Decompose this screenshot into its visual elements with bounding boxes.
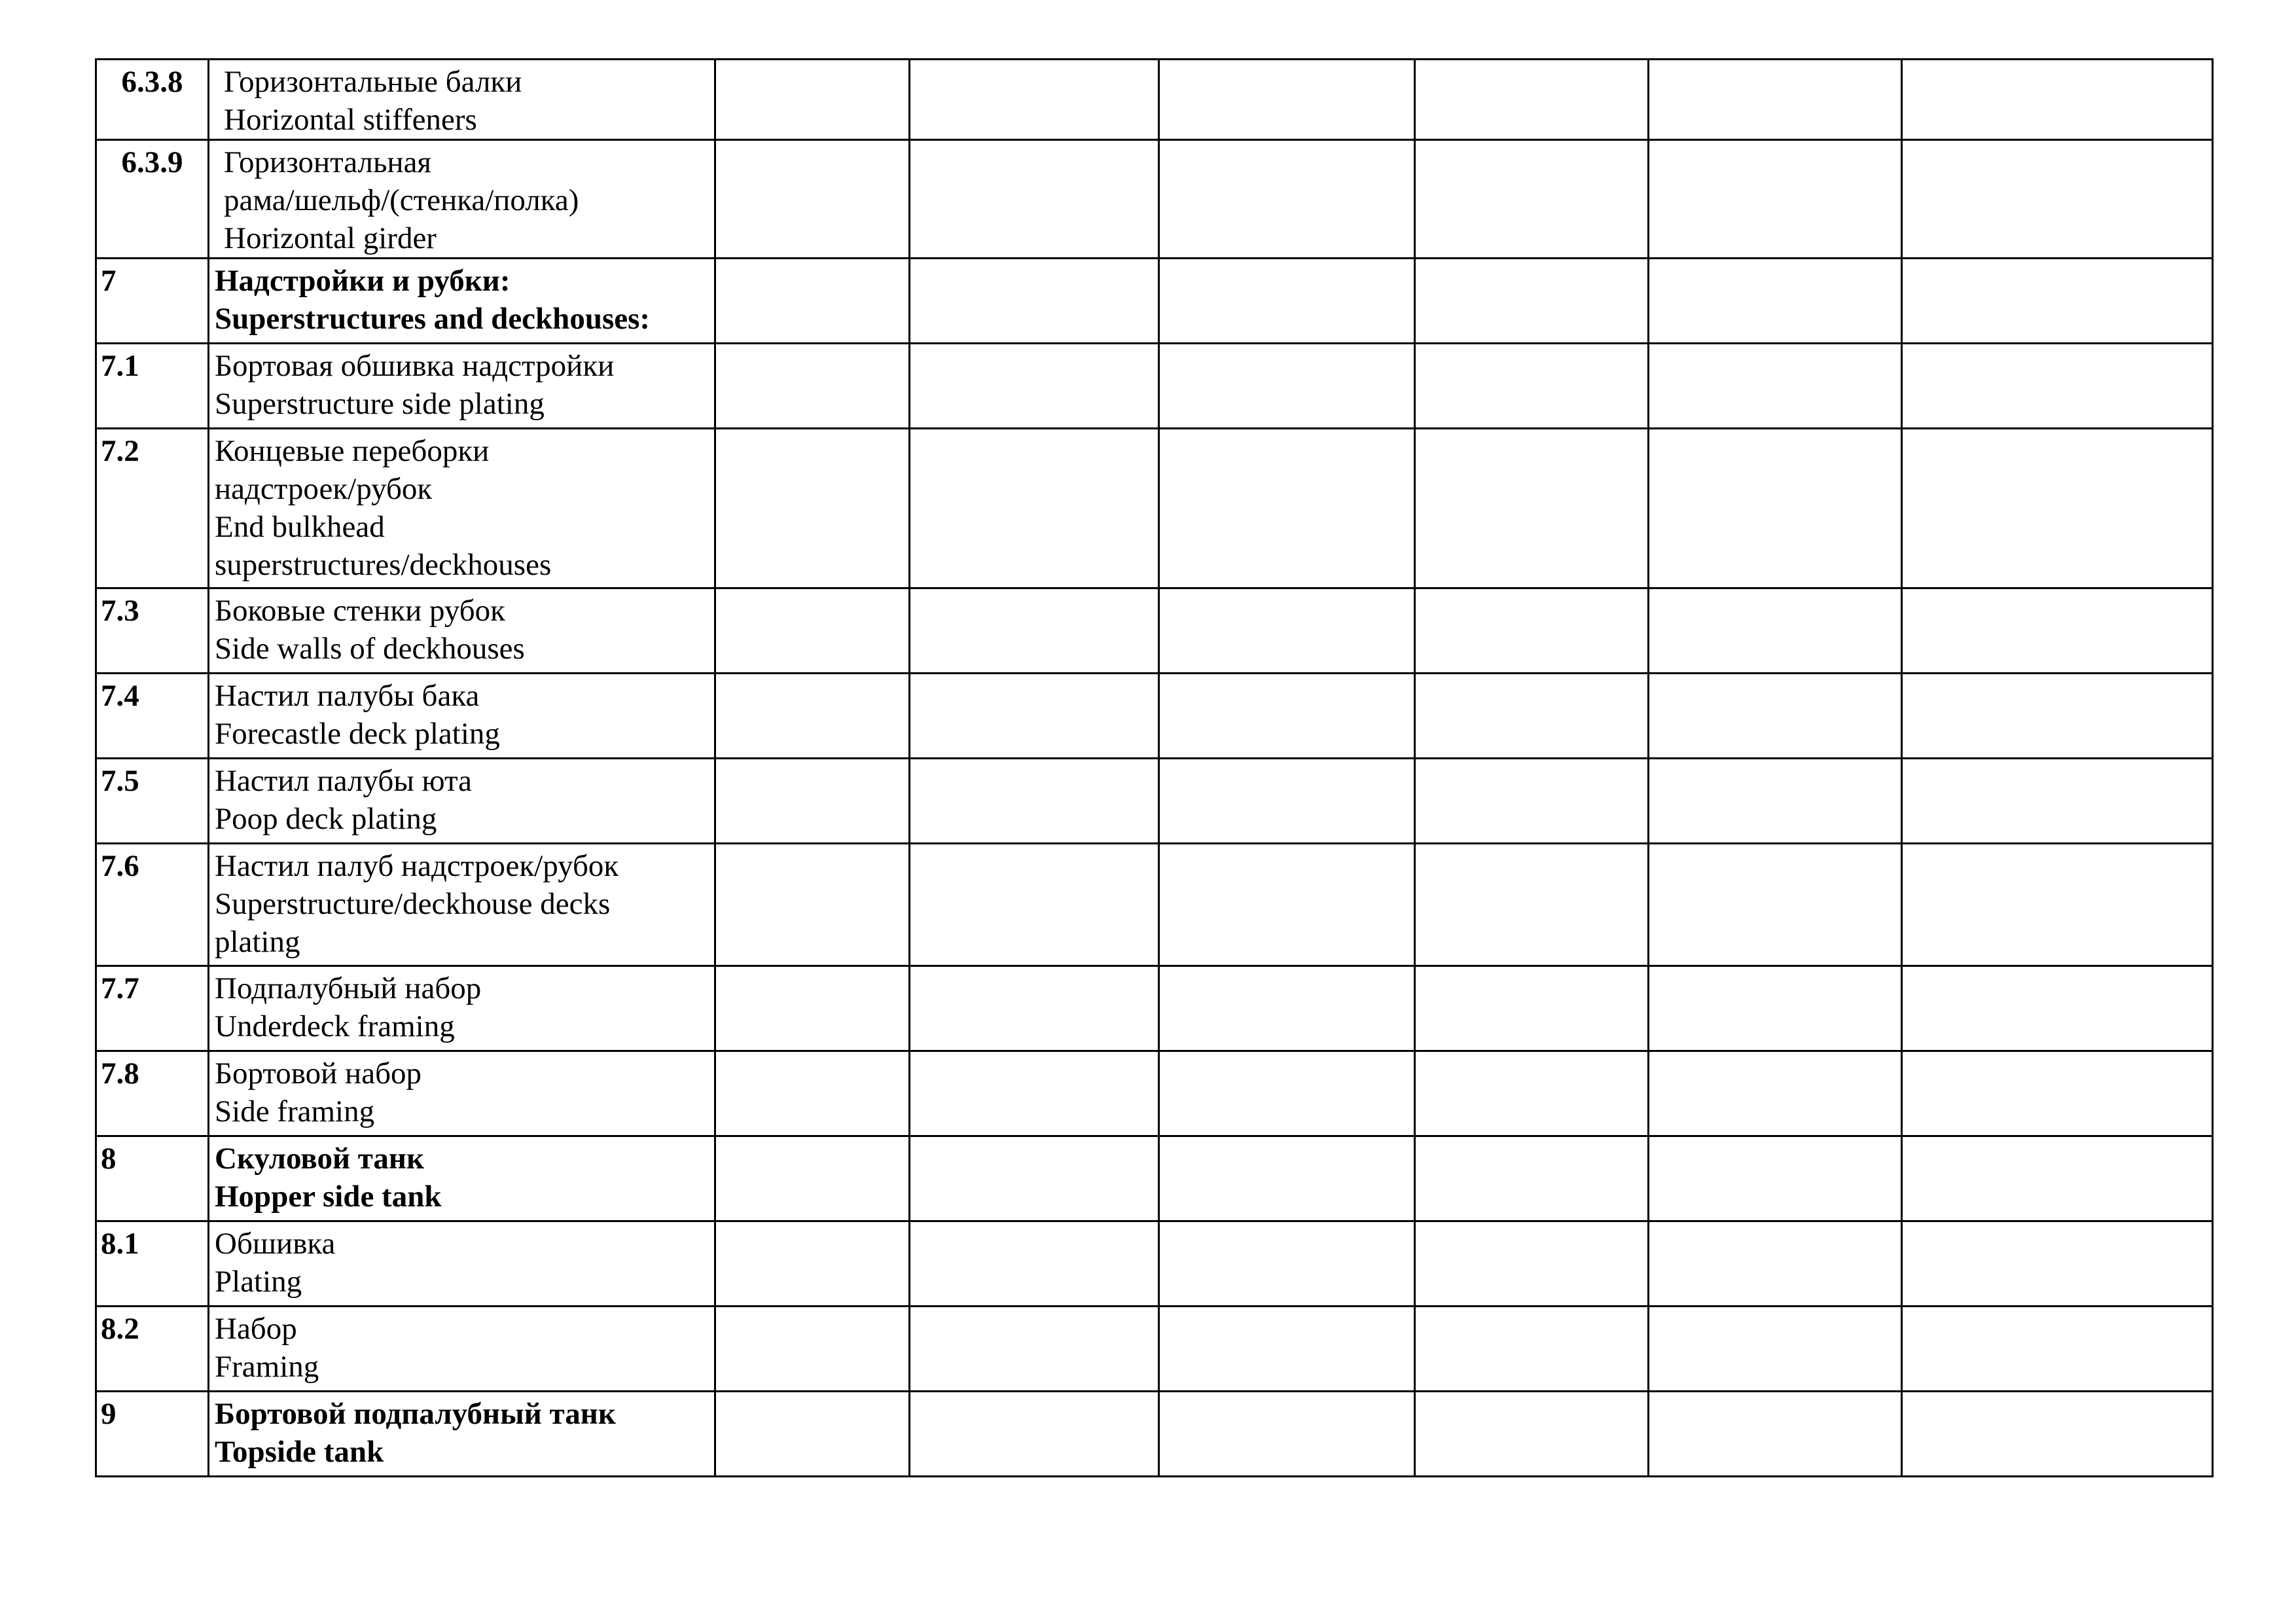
empty-cell xyxy=(910,1136,1159,1221)
empty-cell xyxy=(1159,429,1415,588)
empty-cell xyxy=(910,588,1159,674)
empty-cell xyxy=(715,1051,910,1136)
empty-cell xyxy=(1159,259,1415,344)
description-line: plating xyxy=(215,925,300,959)
table-row xyxy=(96,140,2213,259)
table-row xyxy=(96,1392,2213,1477)
empty-cell xyxy=(715,1136,910,1221)
empty-cell xyxy=(1649,1136,1902,1221)
empty-cell xyxy=(715,844,910,966)
empty-cell xyxy=(1902,60,2213,140)
description-line: Бортовая обшивка надстройки xyxy=(215,349,615,383)
empty-cell xyxy=(910,140,1159,259)
empty-cell xyxy=(1415,140,1649,259)
empty-cell xyxy=(715,588,910,674)
description-line: Superstructures and deckhouses: xyxy=(215,302,651,336)
empty-cell xyxy=(1902,759,2213,844)
empty-cell xyxy=(1415,429,1649,588)
empty-cell xyxy=(1902,1136,2213,1221)
description-line: End bulkhead xyxy=(215,510,385,544)
empty-cell xyxy=(910,674,1159,759)
row-description xyxy=(209,844,715,966)
description-line: Poop deck plating xyxy=(215,802,437,836)
table-row xyxy=(96,1051,2213,1136)
empty-cell xyxy=(1902,588,2213,674)
empty-cell xyxy=(1902,844,2213,966)
empty-cell xyxy=(1902,674,2213,759)
table-row xyxy=(96,588,2213,674)
empty-cell xyxy=(1649,588,1902,674)
table-row xyxy=(96,966,2213,1051)
empty-cell xyxy=(1415,966,1649,1051)
empty-cell xyxy=(1649,674,1902,759)
empty-cell xyxy=(910,429,1159,588)
description-line: Скуловой танк xyxy=(215,1142,425,1176)
description-line: Подпалубный набор xyxy=(215,971,482,1005)
row-number: 6.3.9 xyxy=(96,140,209,259)
row-description xyxy=(209,588,715,674)
survey-table xyxy=(95,58,2214,1477)
empty-cell xyxy=(910,344,1159,429)
empty-cell xyxy=(1902,429,2213,588)
description-line: Superstructure side plating xyxy=(215,387,545,421)
row-number: 7.6 xyxy=(96,844,209,966)
empty-cell xyxy=(910,1392,1159,1477)
row-number: 8.2 xyxy=(96,1307,209,1392)
empty-cell xyxy=(715,966,910,1051)
empty-cell xyxy=(1415,759,1649,844)
row-description xyxy=(209,1221,715,1307)
empty-cell xyxy=(1649,344,1902,429)
empty-cell xyxy=(1902,344,2213,429)
empty-cell xyxy=(1415,1392,1649,1477)
empty-cell xyxy=(715,429,910,588)
empty-cell xyxy=(910,759,1159,844)
description-line: Горизонтальная xyxy=(224,145,432,179)
description-line: Hopper side tank xyxy=(215,1180,442,1214)
empty-cell xyxy=(1415,259,1649,344)
row-description xyxy=(209,344,715,429)
empty-cell xyxy=(1159,1221,1415,1307)
table-row xyxy=(96,429,2213,588)
empty-cell xyxy=(1415,1136,1649,1221)
empty-cell xyxy=(715,1221,910,1307)
empty-cell xyxy=(1159,1392,1415,1477)
table-row xyxy=(96,1221,2213,1307)
description-line: Topside tank xyxy=(215,1435,384,1469)
empty-cell xyxy=(1902,1392,2213,1477)
description-line: Бортовой подпалубный танк xyxy=(215,1397,616,1431)
empty-cell xyxy=(1159,1307,1415,1392)
empty-cell xyxy=(1649,1307,1902,1392)
empty-cell xyxy=(715,1307,910,1392)
description-line: Бортовой набор xyxy=(215,1056,422,1091)
description-line: Side framing xyxy=(215,1094,375,1128)
row-description xyxy=(209,674,715,759)
row-number: 7.2 xyxy=(96,429,209,588)
row-description xyxy=(209,1136,715,1221)
empty-cell xyxy=(1649,1392,1902,1477)
row-number: 6.3.8 xyxy=(96,60,209,140)
table-row xyxy=(96,1307,2213,1392)
empty-cell xyxy=(1649,759,1902,844)
empty-cell xyxy=(1415,60,1649,140)
empty-cell xyxy=(910,1221,1159,1307)
description-line: Настил палуб надстроек/рубок xyxy=(215,849,619,883)
empty-cell xyxy=(1902,140,2213,259)
empty-cell xyxy=(1159,674,1415,759)
empty-cell xyxy=(1649,60,1902,140)
row-number: 7.5 xyxy=(96,759,209,844)
empty-cell xyxy=(1649,1221,1902,1307)
empty-cell xyxy=(1159,60,1415,140)
empty-cell xyxy=(1649,1051,1902,1136)
table-row xyxy=(96,344,2213,429)
empty-cell xyxy=(1902,1221,2213,1307)
row-number: 7 xyxy=(96,259,209,344)
empty-cell xyxy=(715,140,910,259)
row-description xyxy=(209,1051,715,1136)
description-line: Side walls of deckhouses xyxy=(215,632,525,666)
row-description xyxy=(209,429,715,588)
table-row xyxy=(96,674,2213,759)
empty-cell xyxy=(1415,1307,1649,1392)
empty-cell xyxy=(910,60,1159,140)
description-line: надстроек/рубок xyxy=(215,472,433,506)
empty-cell xyxy=(910,966,1159,1051)
description-line: Набор xyxy=(215,1312,297,1346)
row-description xyxy=(209,60,715,140)
table-row xyxy=(96,60,2213,140)
empty-cell xyxy=(1159,344,1415,429)
description-line: Horizontal stiffeners xyxy=(224,103,477,137)
row-description xyxy=(209,966,715,1051)
description-line: superstructures/deckhouses xyxy=(215,548,552,582)
table-body xyxy=(96,60,2213,1477)
row-description xyxy=(209,759,715,844)
table-row xyxy=(96,844,2213,966)
description-line: Superstructure/deckhouse decks xyxy=(215,887,611,921)
description-line: Framing xyxy=(215,1350,319,1384)
empty-cell xyxy=(1415,674,1649,759)
row-number: 7.3 xyxy=(96,588,209,674)
empty-cell xyxy=(1415,588,1649,674)
empty-cell xyxy=(715,759,910,844)
description-line: рама/шельф/(стенка/полка) xyxy=(224,183,579,217)
empty-cell xyxy=(715,344,910,429)
description-line: Plating xyxy=(215,1265,302,1299)
row-number: 8 xyxy=(96,1136,209,1221)
empty-cell xyxy=(1415,844,1649,966)
row-description xyxy=(209,140,715,259)
empty-cell xyxy=(715,60,910,140)
empty-cell xyxy=(1159,966,1415,1051)
empty-cell xyxy=(1649,140,1902,259)
empty-cell xyxy=(910,844,1159,966)
empty-cell xyxy=(1902,966,2213,1051)
table-row xyxy=(96,759,2213,844)
row-number: 7.8 xyxy=(96,1051,209,1136)
row-number: 7.4 xyxy=(96,674,209,759)
row-description xyxy=(209,1307,715,1392)
empty-cell xyxy=(1159,588,1415,674)
empty-cell xyxy=(1649,966,1902,1051)
description-line: Надстройки и рубки: xyxy=(215,264,511,298)
table-row xyxy=(96,259,2213,344)
description-line: Горизонтальные балки xyxy=(224,65,522,99)
empty-cell xyxy=(1902,1307,2213,1392)
empty-cell xyxy=(1159,1136,1415,1221)
empty-cell xyxy=(1649,844,1902,966)
empty-cell xyxy=(1159,140,1415,259)
row-description xyxy=(209,1392,715,1477)
empty-cell xyxy=(1649,259,1902,344)
row-number: 7.1 xyxy=(96,344,209,429)
description-line: Настил палубы бака xyxy=(215,679,480,713)
empty-cell xyxy=(1159,1051,1415,1136)
empty-cell xyxy=(1902,259,2213,344)
empty-cell xyxy=(715,674,910,759)
empty-cell xyxy=(1415,1221,1649,1307)
row-description xyxy=(209,259,715,344)
row-number: 9 xyxy=(96,1392,209,1477)
empty-cell xyxy=(1649,429,1902,588)
empty-cell xyxy=(1159,844,1415,966)
empty-cell xyxy=(910,1307,1159,1392)
description-line: Horizontal girder xyxy=(224,221,437,255)
empty-cell xyxy=(715,259,910,344)
description-line: Underdeck framing xyxy=(215,1009,455,1043)
empty-cell xyxy=(1415,344,1649,429)
empty-cell xyxy=(1159,759,1415,844)
empty-cell xyxy=(715,1392,910,1477)
table-row xyxy=(96,1136,2213,1221)
description-line: Концевые переборки xyxy=(215,434,490,468)
row-number: 8.1 xyxy=(96,1221,209,1307)
empty-cell xyxy=(910,259,1159,344)
description-line: Боковые стенки рубок xyxy=(215,594,505,628)
description-line: Обшивка xyxy=(215,1227,336,1261)
description-line: Forecastle deck plating xyxy=(215,717,500,751)
row-number: 7.7 xyxy=(96,966,209,1051)
empty-cell xyxy=(1415,1051,1649,1136)
description-line: Настил палубы юта xyxy=(215,764,473,798)
empty-cell xyxy=(910,1051,1159,1136)
empty-cell xyxy=(1902,1051,2213,1136)
